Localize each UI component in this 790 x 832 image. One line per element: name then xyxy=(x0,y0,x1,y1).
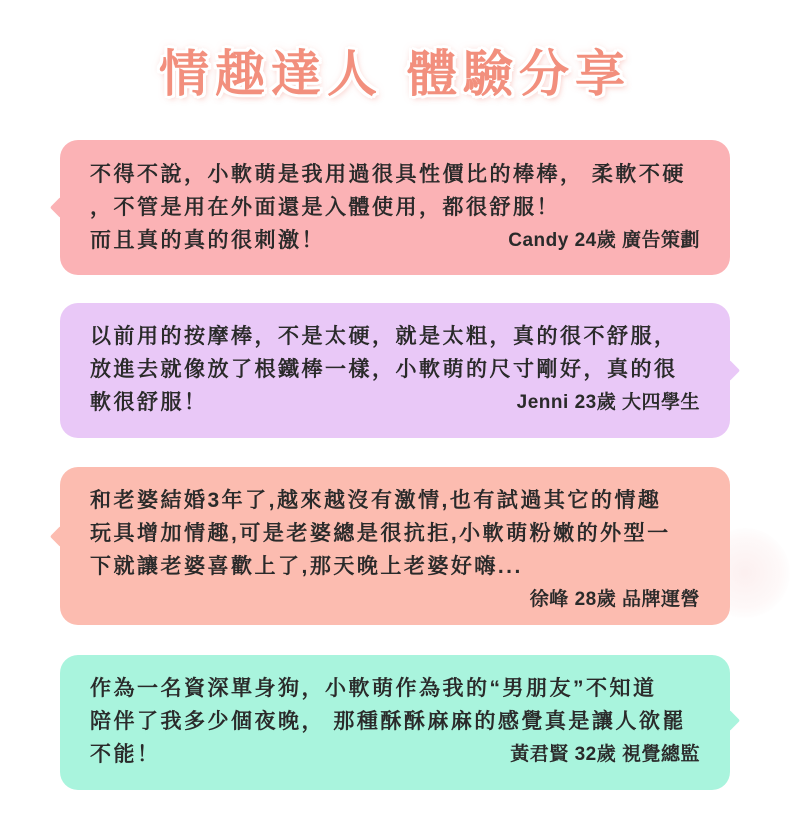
testimonial-bubble xyxy=(60,467,730,625)
testimonial-line: ，不管是用在外面還是入體使用，都很舒服！ xyxy=(90,196,560,219)
testimonial-bubble xyxy=(60,655,730,790)
testimonial-line: 不能！ xyxy=(90,743,161,766)
testimonial-author: 徐峰 28歲 品牌運營 xyxy=(529,589,700,610)
bubble-tail xyxy=(50,197,71,218)
testimonial-bubble xyxy=(60,303,730,438)
testimonial-line: 放進去就像放了根鐵棒一樣，小軟萌的尺寸剛好，真的很 xyxy=(90,358,678,381)
page-title xyxy=(0,44,790,104)
testimonial-line: 和老婆結婚3年了,越來越沒有激情,也有試過其它的情趣 xyxy=(90,489,662,512)
testimonial-last-row xyxy=(90,224,700,257)
bubble-tail xyxy=(719,360,740,381)
testimonial-author: Candy 24歲 廣告策劃 xyxy=(508,230,700,251)
testimonial-author: Jenni 23歲 大四學生 xyxy=(516,392,700,413)
testimonial-last-row xyxy=(90,386,700,419)
testimonial-last-row xyxy=(90,738,700,771)
testimonial-line: 而且真的真的很刺激！ xyxy=(90,229,325,252)
testimonial-line: 以前用的按摩棒，不是太硬，就是太粗，真的很不舒服， xyxy=(90,325,678,348)
testimonial-line: 不得不說，小軟萌是我用過很具性價比的棒棒， 柔軟不硬 xyxy=(90,163,686,186)
testimonial-author: 黃君賢 32歲 視覺總監 xyxy=(510,744,700,765)
testimonial-line: 作為一名資深單身狗，小軟萌作為我的“男朋友”不知道 xyxy=(90,677,657,700)
testimonial-line: 下就讓老婆喜歡上了,那天晚上老婆好嗨... xyxy=(90,555,523,578)
bubble-tail xyxy=(719,710,740,731)
testimonial-bubble xyxy=(60,140,730,275)
page-title-part1: 情趣達人 xyxy=(159,46,383,102)
page-title-part2: 體驗分享 xyxy=(407,46,631,102)
bubble-tail xyxy=(50,526,71,547)
testimonial-author-row xyxy=(90,583,700,616)
testimonial-line: 軟很舒服！ xyxy=(90,391,208,414)
testimonial-line: 玩具增加情趣,可是老婆總是很抗拒,小軟萌粉嫩的外型一 xyxy=(90,522,671,545)
testimonial-line: 陪伴了我多少個夜晚， 那種酥酥麻麻的感覺真是讓人欲罷 xyxy=(90,710,686,733)
